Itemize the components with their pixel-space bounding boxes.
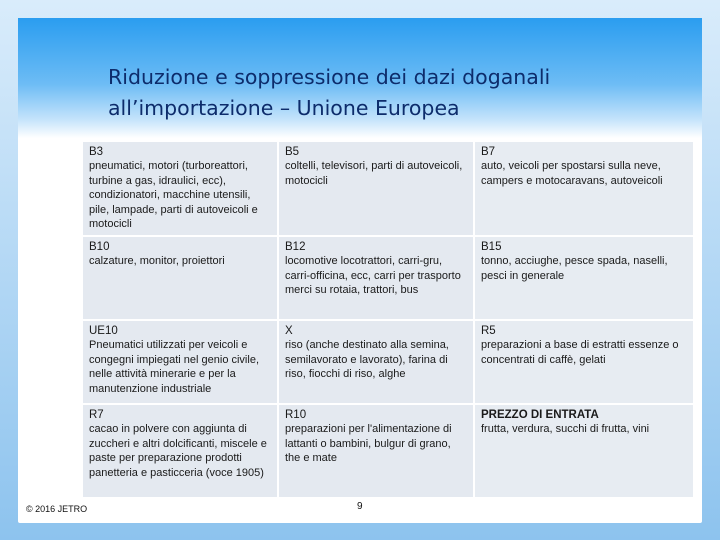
cell-description: frutta, verdura, succhi di frutta, vini bbox=[481, 423, 650, 436]
footer-copyright: © 2016 JETRO bbox=[26, 504, 88, 514]
table-cell bbox=[474, 236, 694, 320]
table-row bbox=[82, 320, 694, 404]
cell-description: preparazioni a base di estratti essenze o concentrati di caffè, gelati bbox=[481, 339, 679, 366]
table-cell bbox=[82, 141, 278, 236]
cell-code: PREZZO DI ENTRATA bbox=[481, 409, 599, 421]
cell-code: B10 bbox=[89, 241, 110, 253]
cell-description: preparazioni per l'alimentazione di lattanti o bambini, bulgur di grano, the e mate bbox=[285, 423, 452, 465]
cell-code: B15 bbox=[481, 241, 502, 253]
cell-code: B12 bbox=[285, 241, 306, 253]
cell-description: coltelli, televisori, parti di autoveicoli, motocicli bbox=[285, 160, 463, 187]
table-cell bbox=[82, 404, 278, 498]
cell-description: locomotive locotrattori, carri-gru, carri-officina, ecc, carri per trasporto merci su rotaia, trattori, bus bbox=[285, 255, 461, 297]
page-number: 9 bbox=[357, 501, 363, 512]
table-cell bbox=[278, 236, 474, 320]
cell-code: X bbox=[285, 325, 293, 337]
cell-code: UE10 bbox=[89, 325, 118, 337]
cell-code: B7 bbox=[481, 146, 496, 158]
cell-code: R5 bbox=[481, 325, 496, 337]
title-line-1: Riduzione e soppressione dei dazi doganali bbox=[108, 65, 551, 89]
slide-title bbox=[108, 62, 668, 124]
table-cell bbox=[278, 404, 474, 498]
table-row bbox=[82, 404, 694, 498]
table-cell bbox=[474, 404, 694, 498]
cell-code: B5 bbox=[285, 146, 300, 158]
table-row bbox=[82, 236, 694, 320]
cell-code: B3 bbox=[89, 146, 104, 158]
cell-code: R10 bbox=[285, 409, 307, 421]
cell-description: cacao in polvere con aggiunta di zuccheri e altri dolcificanti, miscele e paste per preparazione prodotti panetteria e pasticceria (voce 1905) bbox=[89, 423, 267, 479]
table-row bbox=[82, 141, 694, 236]
table-cell bbox=[278, 320, 474, 404]
table-cell bbox=[474, 320, 694, 404]
tariff-table bbox=[81, 140, 695, 499]
title-line-2: all’importazione – Unione Europea bbox=[108, 96, 460, 120]
table-cell bbox=[82, 236, 278, 320]
table-cell bbox=[278, 141, 474, 236]
cell-description: tonno, acciughe, pesce spada, naselli, pesci in generale bbox=[481, 255, 668, 282]
table-cell bbox=[474, 141, 694, 236]
table-cell bbox=[82, 320, 278, 404]
cell-description: pneumatici, motori (turboreattori, turbine a gas, idraulici, ecc), condizionatori, macchine utensili, pile, lampade, parti di autoveicoli e motocicli bbox=[89, 160, 258, 231]
cell-description: calzature, monitor, proiettori bbox=[89, 255, 225, 268]
cell-description: Pneumatici utilizzati per veicoli e congegni impiegati nel genio civile, nelle attività minerarie e per la manutenzione industriale bbox=[89, 339, 259, 395]
cell-description: riso (anche destinato alla semina, semilavorato e lavorato), farina di riso, fiocchi di riso, alghe bbox=[285, 339, 449, 381]
cell-description: auto, veicoli per spostarsi sulla neve, campers e motocaravans, autoveicoli bbox=[481, 160, 663, 187]
cell-code: R7 bbox=[89, 409, 104, 421]
